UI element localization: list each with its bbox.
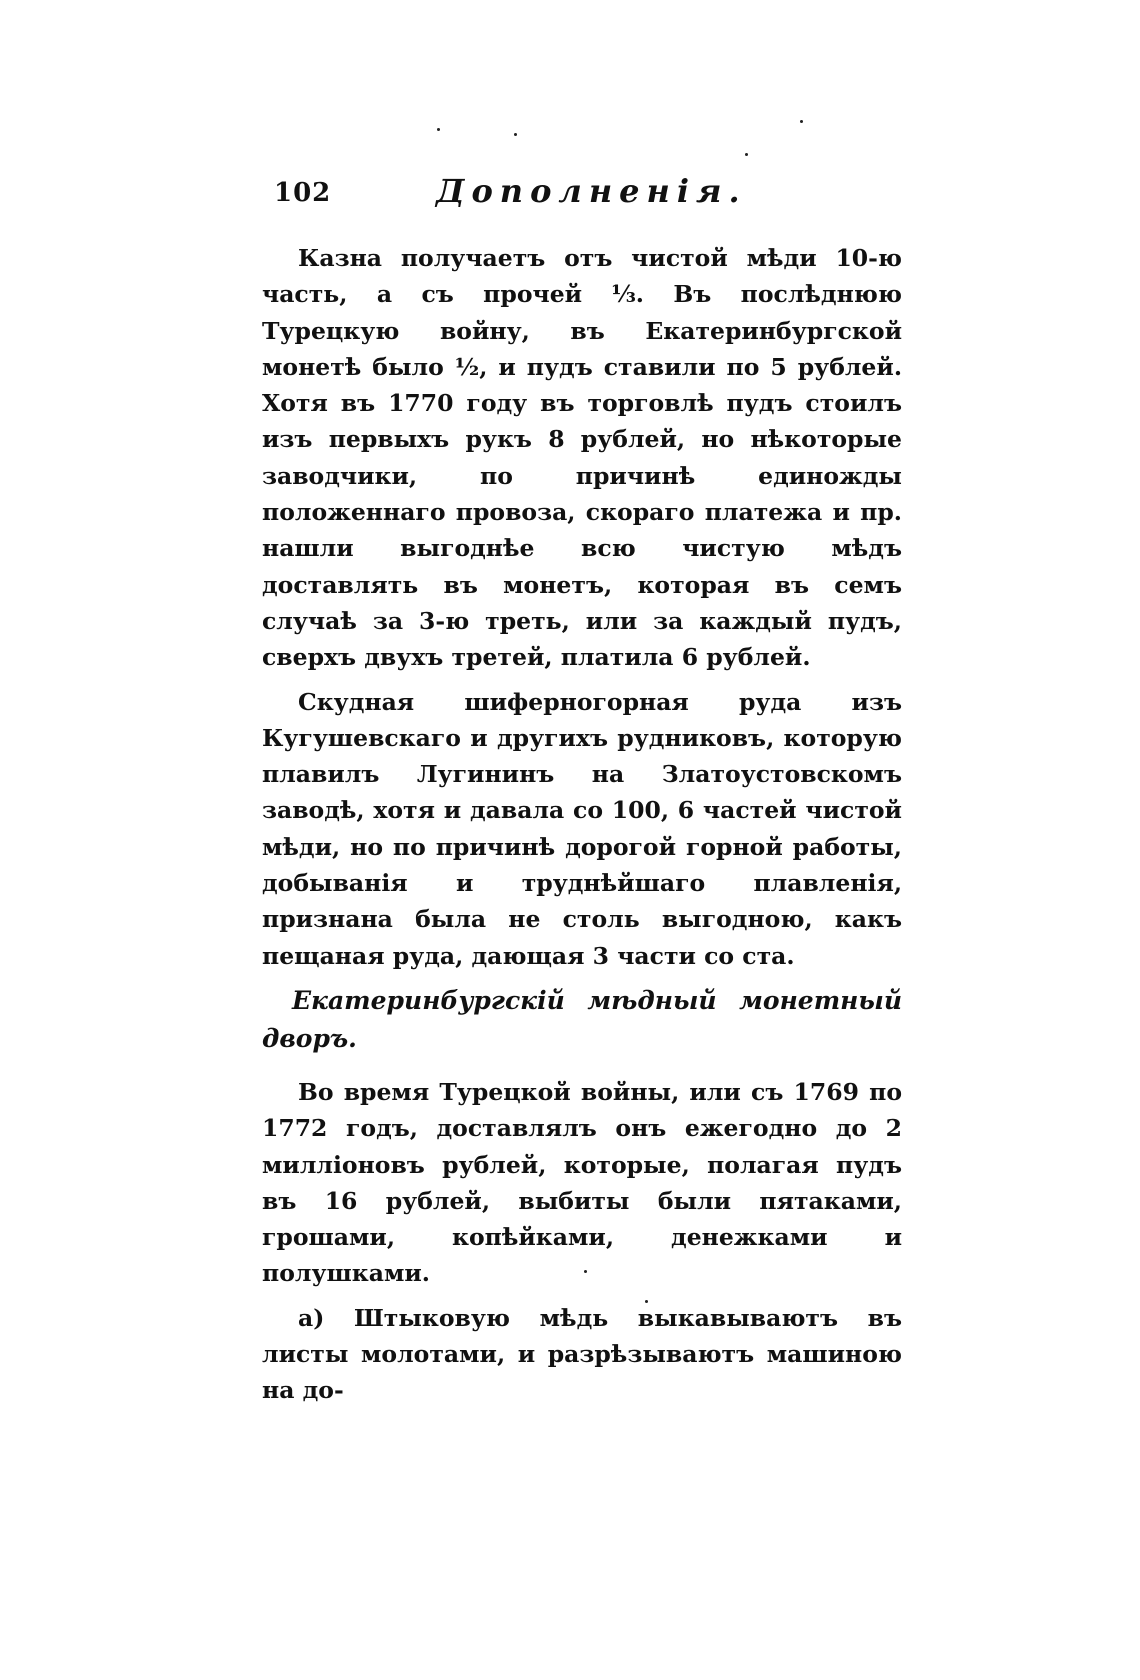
subheading-mint: Екатеринбургскій мѣдный монетный дворъ.: [262, 985, 902, 1053]
paragraph-copper-rolling: а) Штыковую мѣдь выкавываютъ въ листы молотами, и разрѣзываютъ машиною на до-: [262, 1303, 902, 1405]
section-title: Дополненія.: [436, 172, 747, 210]
paragraph-shale-ore: Скудная шиферногорная руда изъ Кугушевскаго и другихъ рудниковъ, которую плавилъ Лугининъ на Златоустовскомъ заводѣ, хотя и давала со 100, 6 частей чистой мѣди, но по причинѣ дорогой горной работы, добыванія и труднѣйшаго плавленія, признана была не столь выгодною, какъ пещаная руда, дающая 3 части со ста.: [262, 687, 902, 970]
paragraph-turkish-war: Во время Турецкой войны, или съ 1769 по 1772 годъ, доставлялъ онъ ежегодно до 2 милліоновъ рублей, которые, полагая пудъ въ 16 рублей, выбиты были пятаками, грошами, копѣйками, денежками и полушками.: [262, 1077, 902, 1288]
page-number: 102: [274, 178, 332, 208]
running-header: [274, 172, 894, 216]
scan-speck: [645, 1300, 648, 1303]
scan-speck: [800, 120, 803, 123]
paragraph-treasury: Казна получаетъ отъ чистой мѣди 10-ю часть, а съ прочей ⅓. Въ послѣднюю Турецкую войну, въ Екатеринбургской монетѣ было ½, и пудъ ставили по 5 рублей. Хотя въ 1770 году въ торговлѣ пудъ стоилъ изъ первыхъ рукъ 8 рублей, но нѣкоторые заводчики, по причинѣ единожды положеннаго провоза, скораго платежа и пр. нашли выгоднѣе всю чистую мѣдъ доставлять въ монетъ, которая въ семъ случаѣ за 3-ю треть, или за каждый пудъ, сверхъ двухъ третей, платила 6 рублей.: [262, 244, 902, 672]
scan-speck: [437, 128, 440, 131]
scan-speck: [584, 1270, 587, 1273]
scan-speck: [514, 133, 517, 136]
scan-speck: [745, 153, 748, 156]
main-text: [262, 240, 902, 1417]
